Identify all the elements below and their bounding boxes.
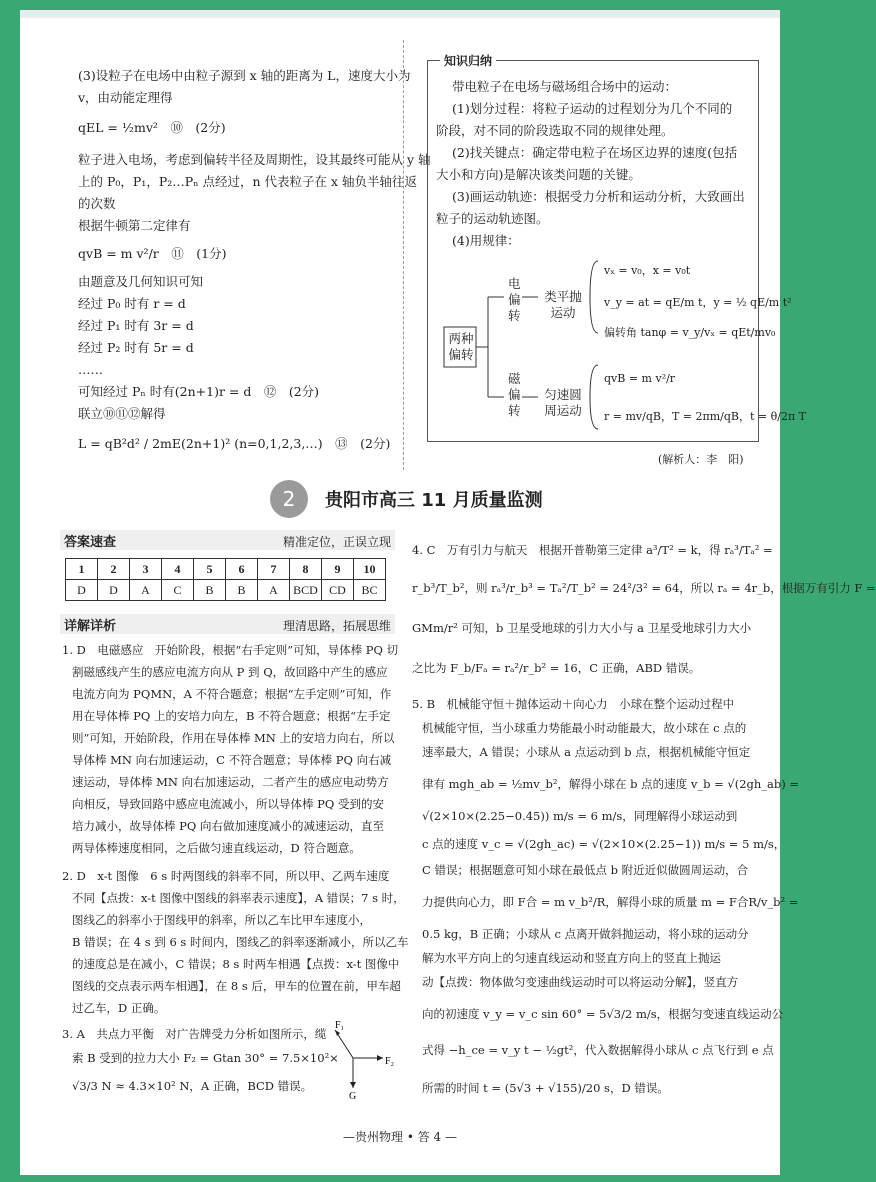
answer-header-label: 答案速查	[64, 535, 117, 550]
text-line: 的次数	[78, 196, 116, 211]
text-line: (2)找关键点：确定带电粒子在场区边界的速度(包括	[452, 145, 738, 160]
question-number: 9	[322, 559, 354, 580]
answer-number-row	[66, 559, 386, 580]
text-line: 2. D x-t 图像 6 s 时两图线的斜率不同，所以甲、乙两车速度	[62, 869, 390, 883]
column-divider	[403, 40, 404, 470]
text-line: 向的初速度 v_y = v_c sin 60° = 5√3/2 m/s，根据匀变速直线运动公	[422, 1007, 784, 1021]
brace-electric	[590, 261, 598, 333]
detail-header-sub: 理清思路，拓展思维	[282, 619, 391, 633]
text-line: 由题意及几何知识可知	[78, 274, 204, 289]
text-line: 粒子的运动轨迹图。	[436, 211, 549, 226]
text-line: 的速度总是在减小，C 错误；8 s 时两车相遇【点拨：x-t 图像中	[72, 957, 400, 971]
page-footer: —贵州物理 • 答 4 —	[343, 1130, 457, 1144]
text-line: B 错误；在 4 s 到 6 s 时间内，图线乙的斜率逐渐减小，所以乙车	[72, 935, 409, 949]
answer-cell: CD	[322, 580, 354, 601]
electric-motion: 类平抛运动	[544, 289, 582, 320]
page	[20, 10, 876, 1175]
electric-eq: v_y = at = qE/m t，y = ½ qE/m t²	[604, 296, 792, 309]
formula-line: qEL = ½mv² ⑩ (2分)	[78, 120, 226, 135]
text-line: 图线的交点表示两车相遇】，在 8 s 后，甲车的位置在前，甲车超	[72, 979, 401, 993]
analyst-credit: (解析人：李 阳)	[658, 453, 744, 466]
detail-header	[60, 614, 395, 634]
text-line: √3/3 N ≈ 4.3×10² N，A 正确，BCD 错误。	[72, 1079, 313, 1093]
force-f1-label: F₁	[335, 1020, 345, 1031]
force-diagram	[325, 1020, 395, 1100]
answer-cell: C	[162, 580, 194, 601]
text-line: 则”可知，开始阶段，作用在导体棒 MN 上的安培力向右，所以	[72, 731, 395, 745]
text-line: 经过 P₁ 时有 3r = d	[78, 318, 194, 333]
answer-cell: D	[66, 580, 98, 601]
text-line: 导体棒 MN 向右加速运动，C 不符合题意；导体棒 PQ 向右减	[72, 753, 392, 767]
text-line: 可知经过 Pₙ 时有(2n+1)r = d ⑫ (2分)	[78, 384, 320, 399]
question-number: 6	[226, 559, 258, 580]
text-line: 力提供向心力，即 F合 = m v_b²/R，解得小球的质量 m = F合R/v_b² =	[422, 895, 799, 909]
text-line: 3. A 共点力平衡 对广告牌受力分析如图所示，缆	[62, 1027, 327, 1041]
text-line: 经过 P₀ 时有 r = d	[78, 296, 186, 311]
question-number: 4	[162, 559, 194, 580]
root-label: 两种偏转	[448, 331, 474, 362]
force-f2-label: F₂	[385, 1056, 395, 1067]
text-line: 经过 P₂ 时有 5r = d	[78, 340, 194, 355]
text-line: 不同【点拨：x-t 图像中图线的斜率表示速度】，A 错误；7 s 时，	[72, 891, 405, 905]
text-line: ……	[78, 362, 103, 377]
text-line: r_b³/T_b²，则 rₐ³/r_b³ = Tₐ²/T_b² = 24²/3² = 64，所以 rₐ = 4r_b，根据万有引力 F =	[412, 581, 876, 595]
text-line: v，由动能定理得	[78, 90, 173, 105]
text-line: 机械能守恒，当小球重力势能最小时动能最大，故小球在 c 点的	[422, 721, 747, 735]
text-line: 培力减小，故导体棒 PQ 向右做加速度减小的减速运动，直至	[72, 819, 384, 833]
text-line: 割磁感线产生的感应电流方向从 P 到 Q，故回路中产生的感应	[72, 665, 388, 679]
text-line: 索 B 受到的拉力大小 F₂ = Gtan 30° = 7.5×10²×	[72, 1051, 339, 1065]
text-line: 所需的时间 t = (5√3 + √155)/20 s，D 错误。	[422, 1081, 669, 1095]
section-title: 贵阳市高三 11 月质量监测	[325, 490, 543, 511]
formula-line: qvB = m v²/r ⑪ (1分)	[78, 246, 227, 261]
detail-header-label: 详解详析	[64, 619, 117, 634]
text-line: c 点的速度 v_c = √(2gh_ac) = √(2×10×(2.25−1)) m/s = 5 m/s，	[422, 837, 786, 851]
answer-cell: A	[258, 580, 290, 601]
text-line: C 错误；根据题意可知小球在最低点 b 附近近似做圆周运动，合	[422, 863, 749, 877]
text-line: 律有 mgh_ab = ½mv_b²，解得小球在 b 点的速度 v_b = √(2gh_ab) =	[422, 777, 800, 791]
formula-line: L = qB²d² / 2mE(2n+1)² (n=0,1,2,3,…) ⑬ (2分)	[78, 436, 391, 451]
section-number-badge: 2	[270, 480, 308, 518]
magnetic-eq: r = mv/qB，T = 2πm/qB，t = θ/2π T	[604, 410, 807, 423]
text-line: 用在导体棒 PQ 上的安培力向左，B 不符合题意；根据“左手定	[72, 709, 391, 723]
text-line: GMm/r² 可知，b 卫星受地球的引力大小与 a 卫星受地球引力大小	[412, 621, 752, 635]
text-line: 5. B 机械能守恒＋抛体运动＋向心力 小球在整个运动过程中	[412, 697, 735, 711]
text-line: 过乙车，D 正确。	[72, 1001, 166, 1015]
text-line: 解为水平方向上的匀速直线运动和竖直方向上的竖直上抛运	[422, 951, 721, 965]
knowledge-box	[427, 54, 807, 442]
text-line: 速率最大，A 错误；小球从 a 点运动到 b 点，根据机械能守恒定	[422, 745, 751, 759]
text-line: 之比为 F_b/Fₐ = rₐ²/r_b² = 16，C 正确，ABD 错误。	[412, 661, 701, 675]
text-line: 图线乙的斜率小于图线甲的斜率，所以乙车比甲车速度小，	[72, 913, 371, 927]
answer-cell: B	[194, 580, 226, 601]
text-line: 电流方向为 PQMN，A 不符合题意；根据“左手定则”可知，作	[72, 687, 392, 701]
text-line: 上的 P₀，P₁，P₂…Pₙ 点经过，n 代表粒子在 x 轴负半轴往返	[78, 174, 418, 189]
answer-cell: B	[226, 580, 258, 601]
answer-letter-row	[66, 580, 386, 601]
text-line: 式得 −h_ce = v_y t − ½gt²，代入数据解得小球从 c 点飞行到 e 点	[422, 1043, 774, 1057]
magnetic-eq: qvB = m v²/r	[604, 372, 676, 385]
magnetic-motion: 匀速圆周运动	[544, 387, 582, 418]
answer-cell: BC	[354, 580, 386, 601]
text-line: 阶段，对不同的阶段选取不同的规律处理。	[436, 123, 674, 138]
answer-table	[65, 558, 386, 601]
question-number: 7	[258, 559, 290, 580]
question-number: 2	[98, 559, 130, 580]
question-number: 3	[130, 559, 162, 580]
text-line: 大小和方向)是解决该类问题的关键。	[436, 167, 641, 182]
text-line: (4)用规律：	[452, 233, 520, 248]
text-line: 0.5 kg，B 正确；小球从 c 点离开做斜抛运动，将小球的运动分	[422, 927, 749, 941]
force-g-label: G	[349, 1091, 357, 1102]
magnetic-label: 磁偏转	[508, 371, 521, 418]
text-line: 粒子进入电场，考虑到偏转半径及周期性，设其最终可能从 y 轴	[78, 152, 431, 167]
answer-header	[60, 530, 395, 550]
top-band	[20, 10, 780, 18]
text-line: √(2×10×(2.25−0.45)) m/s = 6 m/s，同理解得小球运动到	[422, 809, 738, 823]
text-line: 两导体棒速度相同，之后做匀速直线运动，D 符合题意。	[72, 841, 361, 855]
text-line: (1)划分过程：将粒子运动的过程划分为几个不同的	[452, 101, 733, 116]
answer-header-sub: 精准定位，正误立现	[282, 535, 391, 549]
text-line: 向相反，导致回路中感应电流减小，所以导体棒 PQ 受到的安	[72, 797, 384, 811]
answer-cell: D	[98, 580, 130, 601]
text-line: 带电粒子在电场与磁场组合场中的运动：	[452, 79, 678, 94]
text-line: 4. C 万有引力与航天 根据开普勒第三定律 a³/T² = k，得 rₐ³/Tₐ² =	[412, 543, 773, 557]
text-line: 根据牛顿第二定律有	[78, 218, 191, 233]
electric-eq: 偏转角 tanφ = v_y/vₓ = qEt/mv₀	[604, 326, 776, 339]
text-line: (3)画运动轨迹：根据受力分析和运动分析，大致画出	[452, 189, 745, 204]
question-number: 1	[66, 559, 98, 580]
text-line: 动【点拨：物体做匀变速曲线运动时可以将运动分解】，竖直方	[422, 975, 739, 989]
text-line: (3)设粒子在电场中由粒子源到 x 轴的距离为 L，速度大小为	[78, 68, 411, 83]
electric-label: 电偏转	[508, 276, 521, 323]
text-line: 联立⑩⑪⑫解得	[78, 406, 166, 421]
question-number: 5	[194, 559, 226, 580]
brace-magnetic	[590, 365, 598, 429]
answer-cell: A	[130, 580, 162, 601]
knowledge-tag: 知识归纳	[440, 52, 496, 69]
electric-eq: vₓ = v₀，x = v₀t	[604, 264, 691, 277]
question-number: 10	[354, 559, 386, 580]
question-number: 8	[290, 559, 322, 580]
answer-cell: BCD	[290, 580, 322, 601]
text-line: 1. D 电磁感应 开始阶段，根据“右手定则”可知，导体棒 PQ 切	[62, 643, 399, 657]
text-line: 速运动，导体棒 MN 向右加速运动，二者产生的感应电动势方	[72, 775, 389, 789]
